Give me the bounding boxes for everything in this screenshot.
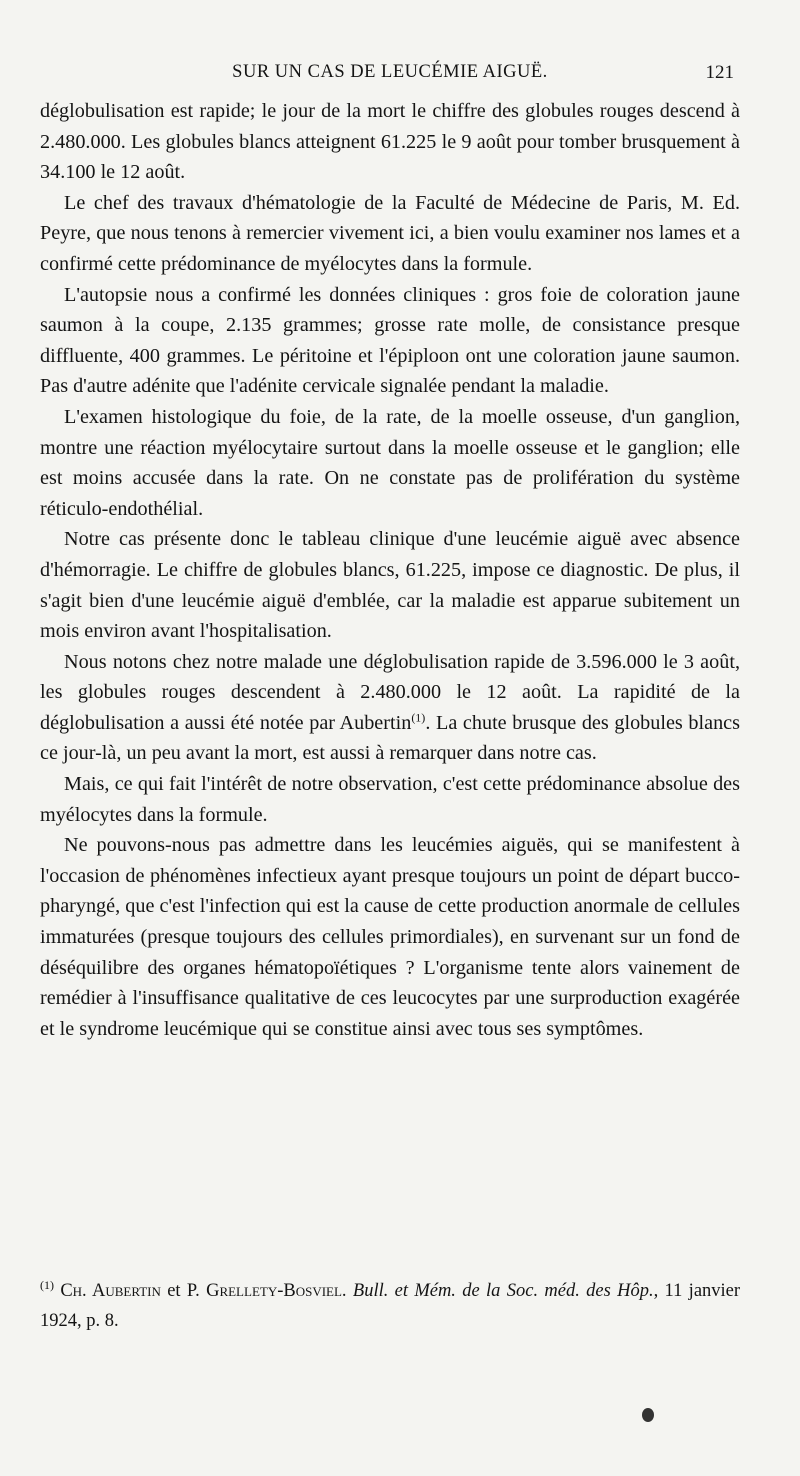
page-number: 121 [705,62,734,83]
footnote-reference[interactable]: (1) [411,710,426,725]
paragraph-7: Mais, ce qui fait l'intérêt de notre observation, c'est cette prédominance absolue des myélocytes dans la formule. [40,773,740,826]
page-header [40,58,740,92]
footnote-marker: (1) [40,1277,54,1292]
paragraph-6-text-a: Nous notons chez notre malade une déglobulisation rapide de 3.596.000 le 3 août, les globules rouges descendent à 2.480.000 le 12 août. La rapidité de la déglobulisation a aussi été notée par Aubertin [40,650,740,734]
ink-speck [642,1408,654,1422]
paragraph-6 [40,647,740,769]
footnote [40,1276,740,1336]
footnote-author-1: Ch. Aubertin [60,1281,161,1301]
running-title: SUR UN CAS DE LEUCÉMIE AIGUË. [232,62,548,82]
paragraph-1: déglobulisation est rapide; le jour de la mort le chiffre des globules rouges descend à 2.480.000. Les globules blancs atteignent 61.225 le 9 août pour tomber brusquement à 34.100 le 12 août. [40,100,740,184]
paragraph-8: Ne pouvons-nous pas admettre dans les leucémies aiguës, qui se manifestent à l'occasion de phénomènes infectieux ayant presque toujours un point de départ bucco-pharyngé, que c'est l'infection qui est la cause de cette production anormale de cellules immaturées (presque toujours des cellules primordiales), en survenant sur un fond de déséquilibre des organes hématopoïétiques ? L'organisme tente alors vainement de remédier à l'insuffisance qualitative de ces leucocytes par une surproduction exagérée et le syndrome leucémique qui se constitue ainsi avec tous ses symptômes. [40,834,740,1040]
footnote-author-2: P. Grellety-Bosviel. [186,1281,347,1301]
paragraph-6-text-b: . La chute brusque des globules blancs ce jour-là, un peu avant la mort, est aussi à remarquer dans notre cas. [40,711,740,765]
paragraph-5: Notre cas présente donc le tableau clinique d'une leucémie aiguë avec absence d'hémorragie. Le chiffre de globules blancs, 61.225, impose ce diagnostic. De plus, il s'agit bien d'une leucémie aiguë d'emblée, car la maladie est apparue subitement un mois environ avant l'hospitalisation. [40,528,740,643]
paragraph-3: L'autopsie nous a confirmé les données cliniques : gros foie de coloration jaune saumon à la coupe, 2.135 grammes; grosse rate molle, de consistance presque diffluente, 400 grammes. Le péritoine et l'épiploon ont une coloration jaune saumon. Pas d'autre adénite que l'adénite cervicale signalée pendant la maladie. [40,283,740,398]
footnote-rest: , 11 janvier 1924, p. 8. [40,1281,741,1331]
paragraph-4: L'examen histologique du foie, de la rate, de la moelle osseuse, d'un ganglion, montre une réaction myélocytaire surtout dans la moelle osseuse et le ganglion; elle est moins accusée dans la rate. On ne constate pas de prolifération du système réticulo-endothélial. [40,405,740,520]
footnote-journal: Bull. et Mém. de la Soc. méd. des Hôp. [352,1281,654,1301]
paragraph-2: Le chef des travaux d'hématologie de la Faculté de Médecine de Paris, M. Ed. Peyre, que nous tenons à remercier vivement ici, a bien voulu examiner nos lames et a confirmé cette prédominance de myélocytes dans la formule. [40,191,740,275]
footnote-and: et [167,1281,181,1301]
body-text [40,96,740,1044]
